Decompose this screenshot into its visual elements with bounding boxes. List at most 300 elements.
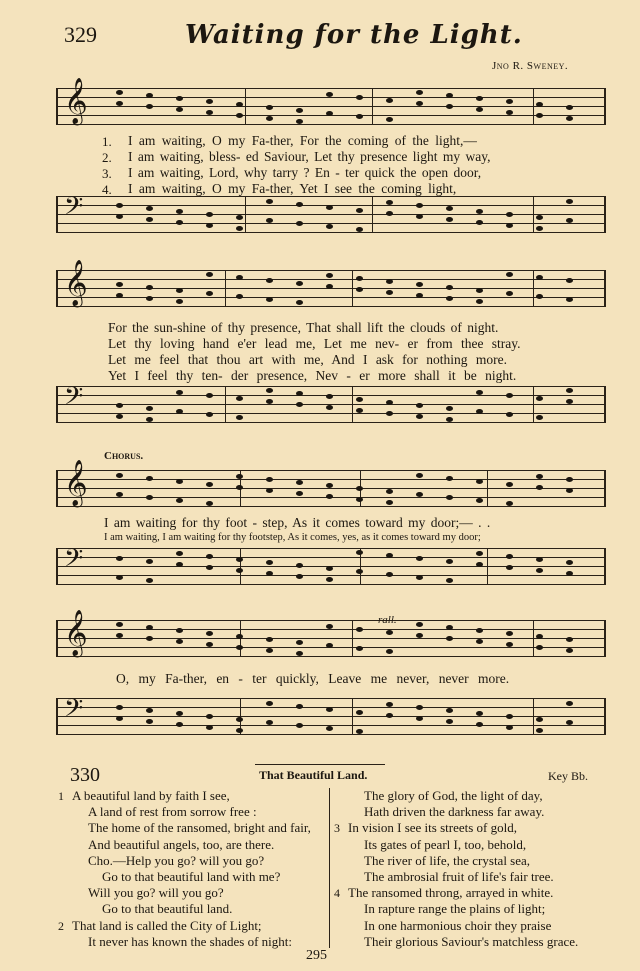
note-head [506,565,513,570]
note-head [386,713,393,718]
note-head [236,275,243,280]
note-head [476,551,483,556]
staff-start-bar [56,698,58,735]
treble-clef-icon: 𝄞 [64,78,88,124]
note-head [176,107,183,112]
staff [56,460,606,507]
hymn-330-right-column [334,788,578,950]
note-head [536,102,543,107]
staff-line [56,106,606,107]
note-head [566,199,573,204]
note-head [236,568,243,573]
note-head [176,498,183,503]
note-head [536,275,543,280]
note-head [476,562,483,567]
rall-marking: rall. [378,614,397,626]
note-head [206,110,213,115]
note-head [326,273,333,278]
note-head [566,648,573,653]
note-head [236,645,243,650]
note-head [356,710,363,715]
note-head [506,554,513,559]
stanza-number: 2 [58,918,64,933]
staff-line [56,656,606,657]
verse-3-line-2: Let me feel that thou art with me, And I ask for nothing more. [108,352,508,367]
note-head [446,636,453,641]
note-head [146,578,153,583]
chorus-label: Chorus. [104,450,144,462]
right-column-line [334,853,578,869]
verse-3-line-1: I am waiting, Lord, why tarry ? En - ter quick the open door, [128,165,482,180]
note-head [446,217,453,222]
note-head [326,394,333,399]
note-head [236,634,243,639]
note-head [116,203,123,208]
note-head [536,396,543,401]
note-head [206,501,213,506]
staff-line [56,97,606,98]
note-head [116,293,123,298]
note-head [146,708,153,713]
measure-bar [533,386,534,423]
note-head [206,642,213,647]
note-head [416,282,423,287]
note-head [386,572,393,577]
note-head [296,574,303,579]
page-number: 295 [306,948,327,963]
note-head [176,722,183,727]
staff-line [56,629,606,630]
measure-bar [533,88,534,125]
staff-start-bar [56,88,58,125]
stanza-text: It never has known the shades of night: [88,933,292,949]
stanza-text: In rapture range the plains of light; [364,901,546,917]
note-head [506,412,513,417]
note-head [386,500,393,505]
note-head [416,403,423,408]
staff-start-bar [56,548,58,585]
note-head [416,414,423,419]
note-head [326,111,333,116]
measure-bar [245,88,246,125]
note-head [356,408,363,413]
note-head [446,104,453,109]
staff-line [56,488,606,489]
stanza-text: A land of rest from sorrow free : [88,804,257,820]
stanza-text: The ransomed throng, arrayed in white. [348,885,554,901]
note-head [206,272,213,277]
staff-start-bar [56,196,58,233]
note-head [296,491,303,496]
note-head [266,637,273,642]
note-head [506,725,513,730]
note-head [266,560,273,565]
note-head [356,569,363,574]
note-head [296,281,303,286]
note-head [386,630,393,635]
right-column-line [334,837,578,853]
note-head [176,409,183,414]
hymn-330-title: That Beautiful Land. [259,768,368,782]
note-head [326,566,333,571]
note-head [326,205,333,210]
staff-line [56,506,606,507]
note-head [416,633,423,638]
left-column-line [58,804,311,820]
note-head [386,279,393,284]
note-head [476,628,483,633]
verse-number-3: 3. [102,166,112,181]
stanza-text: Go to that beautiful land with me? [102,869,281,885]
measure-bar [372,88,373,125]
staff [56,544,606,585]
note-head [296,202,303,207]
verse-number-2: 2. [102,150,112,165]
note-head [446,476,453,481]
verse-1-line-2: For the sun-shine of thy presence, That shall lift the clouds of night. [108,320,499,335]
note-head [296,723,303,728]
note-head [356,114,363,119]
note-head [176,551,183,556]
note-head [566,637,573,642]
hymn-330-number: 330 [70,764,100,786]
note-head [236,717,243,722]
note-head [356,95,363,100]
measure-bar [352,698,353,735]
note-head [356,627,363,632]
staff-line [56,584,606,585]
left-column-line [58,853,311,869]
note-head [176,390,183,395]
note-head [176,288,183,293]
note-head [566,399,573,404]
staff-start-bar [56,386,58,423]
staff-line [56,214,606,215]
note-head [386,649,393,654]
note-head [446,417,453,422]
note-head [236,226,243,231]
note-head [536,568,543,573]
right-column-line [334,885,578,901]
note-head [536,728,543,733]
note-head [296,640,303,645]
note-head [566,278,573,283]
note-head [326,494,333,499]
note-head [146,625,153,630]
note-head [176,96,183,101]
left-column-line [58,918,311,934]
measure-bar [533,196,534,233]
note-head [446,495,453,500]
staff [56,78,606,125]
note-head [506,501,513,506]
note-head [266,199,273,204]
note-head [176,562,183,567]
left-column-line [58,820,311,836]
note-head [536,485,543,490]
note-head [536,474,543,479]
staff-line [56,279,606,280]
note-head [266,388,273,393]
note-head [356,227,363,232]
note-head [416,101,423,106]
measure-bar [533,270,534,307]
note-head [236,113,243,118]
note-head [236,215,243,220]
final-lyric: O, my Fa-ther, en - ter quickly, Leave me never, never more. [116,671,510,686]
staff-end-bar [604,548,606,585]
note-head [296,300,303,305]
measure-bar [245,196,246,233]
staff-line [56,575,606,576]
verse-4-line-2: Yet I feel thy ten- der presence, Nev - er more shall it be night. [108,368,517,383]
note-head [236,728,243,733]
staff-line [56,638,606,639]
note-head [116,705,123,710]
note-head [356,208,363,213]
staff [56,694,606,735]
note-head [536,717,543,722]
note-head [566,571,573,576]
stanza-text: The home of the ransomed, bright and fair, [88,820,311,836]
note-head [266,720,273,725]
note-head [506,482,513,487]
note-head [506,393,513,398]
note-head [446,93,453,98]
note-head [266,297,273,302]
bass-clef-icon: 𝄢 [64,382,84,417]
staff-line [56,297,606,298]
note-head [536,415,543,420]
note-head [386,200,393,205]
note-head [506,714,513,719]
stanza-text: Their glorious Saviour's matchless grace. [364,933,579,949]
stanza-text: In vision I see its streets of gold, [348,820,517,836]
note-head [326,643,333,648]
note-head [536,215,543,220]
note-head [506,223,513,228]
note-head [236,294,243,299]
note-head [266,488,273,493]
note-head [536,226,543,231]
note-head [266,399,273,404]
note-head [416,492,423,497]
note-head [116,556,123,561]
staff-line [56,306,606,307]
note-head [236,485,243,490]
staff-end-bar [604,698,606,735]
note-head [386,98,393,103]
note-head [416,473,423,478]
stanza-text: Will you go? will you go? [88,885,224,901]
note-head [356,276,363,281]
note-head [476,107,483,112]
note-head [356,397,363,402]
note-head [176,628,183,633]
staff-line [56,270,606,271]
staff-line [56,548,606,549]
note-head [356,287,363,292]
note-head [536,645,543,650]
note-head [116,214,123,219]
note-head [416,556,423,561]
stanza-text: The glory of God, the light of day, [364,788,543,803]
note-head [326,405,333,410]
staff-end-bar [604,470,606,507]
note-head [476,479,483,484]
verse-number-1: 1. [102,134,112,149]
note-head [416,705,423,710]
column-divider [329,788,330,948]
note-head [446,206,453,211]
left-column-line [58,869,311,885]
note-head [206,223,213,228]
staff-line [56,470,606,471]
staff-line [56,413,606,414]
note-head [236,102,243,107]
note-head [536,294,543,299]
stanza-number: 1 [58,789,64,803]
note-head [266,701,273,706]
right-column-line [334,901,578,917]
note-head [416,90,423,95]
staff-line [56,386,606,387]
note-head [506,631,513,636]
verse-2-line-2: Let thy loving hand e'er lead me, Let me nev- er from thee stray. [108,336,521,351]
note-head [386,702,393,707]
verse-number-4: 4. [102,182,112,197]
note-head [266,278,273,283]
measure-bar [372,196,373,233]
note-head [116,473,123,478]
title-rule [255,764,385,765]
note-head [326,284,333,289]
note-head [566,388,573,393]
note-head [266,105,273,110]
note-head [506,99,513,104]
stanza-text: In one harmonious choir they praise [364,917,552,933]
note-head [386,489,393,494]
verse-2-line-1: I am waiting, bless- ed Saviour, Let thy presence light my way, [128,149,491,164]
measure-bar [533,698,534,735]
staff [56,192,606,233]
note-head [206,565,213,570]
measure-bar [225,270,226,307]
note-head [476,409,483,414]
note-head [116,622,123,627]
note-head [506,110,513,115]
note-head [566,116,573,121]
note-head [326,483,333,488]
note-head [536,557,543,562]
note-head [416,293,423,298]
staff-start-bar [56,470,58,507]
stanza-text: That land is called the City of Light; [72,917,262,933]
note-head [146,476,153,481]
staff-end-bar [604,270,606,307]
note-head [476,220,483,225]
note-head [296,563,303,568]
left-column-line [58,934,311,950]
note-head [446,708,453,713]
staff-line [56,88,606,89]
hymn-330-key: Key Bb. [548,769,588,783]
note-head [446,625,453,630]
verse-4-line-1: I am waiting, O my Fa-ther, Yet I see the coming light, [128,181,457,196]
note-head [146,217,153,222]
note-head [356,497,363,502]
note-head [266,116,273,121]
staff-line [56,479,606,480]
note-head [206,393,213,398]
measure-bar [487,548,488,585]
stanza-text: The river of life, the crystal sea, [364,852,531,868]
staff-line [56,716,606,717]
note-head [266,477,273,482]
hymn-title: Waiting for the Light. [185,20,523,50]
note-head [536,113,543,118]
staff-start-bar [56,620,58,657]
note-head [296,402,303,407]
stanza-text: Hath driven the darkness far away. [364,804,545,820]
note-head [566,560,573,565]
note-head [476,498,483,503]
note-head [116,90,123,95]
right-column-line [334,804,578,820]
note-head [146,285,153,290]
note-head [416,622,423,627]
note-head [116,403,123,408]
note-head [266,218,273,223]
note-head [146,636,153,641]
note-head [176,479,183,484]
note-head [176,639,183,644]
right-column-line [334,820,578,836]
staff-line [56,232,606,233]
left-column-line [58,837,311,853]
note-head [386,211,393,216]
note-head [236,557,243,562]
stanza-text: The ambrosial fruit of life's fair tree. [364,869,554,885]
staff [56,382,606,423]
left-column-line [58,885,311,901]
note-head [446,406,453,411]
measure-bar [240,548,241,585]
note-head [356,550,363,555]
note-head [446,559,453,564]
measure-bar [225,386,226,423]
note-head [386,553,393,558]
staff-end-bar [604,386,606,423]
note-head [326,577,333,582]
note-head [416,575,423,580]
note-head [146,296,153,301]
measure-bar [352,270,353,307]
stanza-text: Its gates of pearl I, too, behold, [364,836,527,852]
stanza-text: Go to that beautiful land. [102,901,233,917]
staff-line [56,698,606,699]
note-head [116,716,123,721]
right-column-line [334,918,578,934]
note-head [566,477,573,482]
note-head [116,633,123,638]
note-head [416,716,423,721]
chorus-lyric-bass: I am waiting, I am waiting for thy footstep, As it comes, yes, as it comes toward my door; [104,532,481,543]
note-head [326,224,333,229]
staff [56,260,606,307]
note-head [176,220,183,225]
note-head [116,492,123,497]
